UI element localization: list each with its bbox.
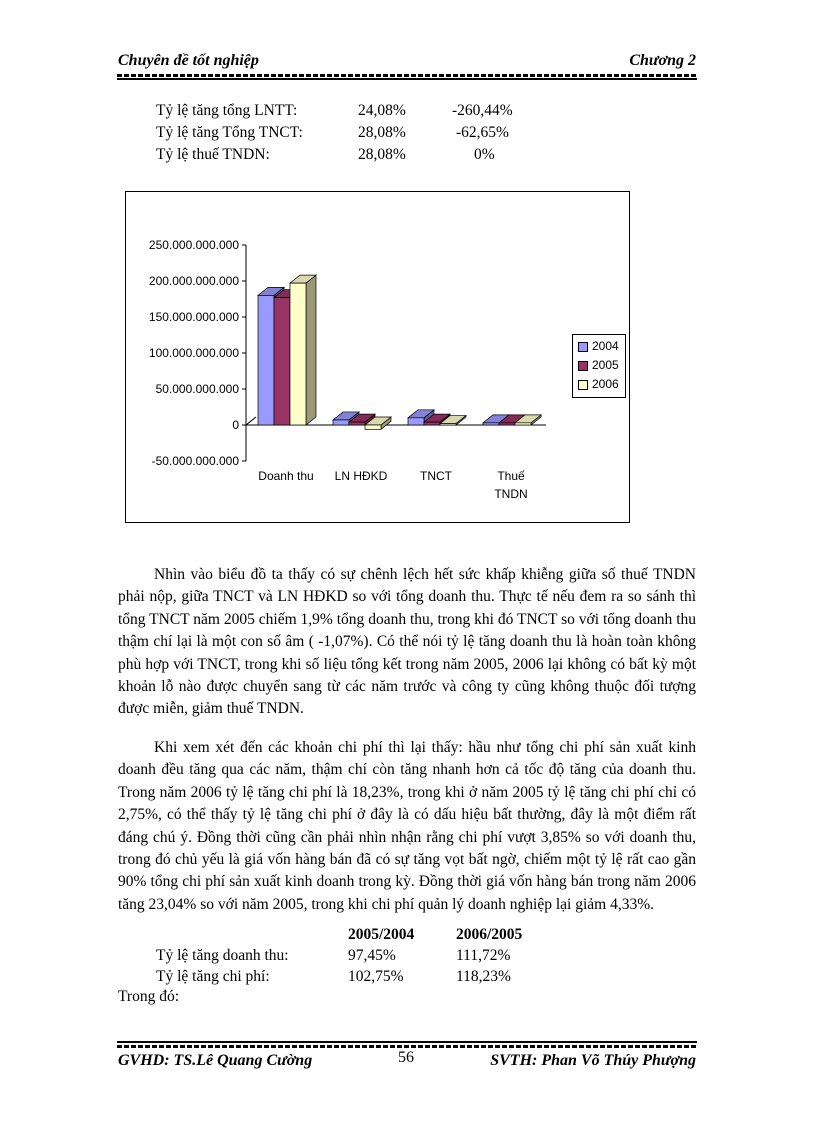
row-value: 28,08%	[358, 146, 406, 163]
row-label: Tỷ lệ tăng doanh thu:	[156, 947, 289, 964]
row-value: 28,08%	[358, 124, 406, 141]
bar-2004	[408, 418, 424, 425]
legend-swatch	[578, 342, 588, 352]
header-title: Chuyên đề tốt nghiệp	[118, 52, 259, 69]
row-value: 102,75%	[348, 968, 404, 985]
y-tick-label: 250.000.000.000	[148, 238, 239, 252]
y-tick-label: 150.000.000.000	[148, 310, 239, 324]
header-chapter: Chương 2	[629, 52, 696, 69]
bar-2004	[258, 295, 274, 425]
row-value: 118,23%	[456, 968, 511, 985]
body-paragraph-2	[118, 737, 696, 916]
col-header: 2005/2004	[348, 926, 415, 943]
paragraph-text: Nhìn vào biểu đồ ta thấy có sự chênh lệch hết sức khấp khiễng giữa số thuế TNDN phải nộp, giữa TNCT và LN HĐKD so với tổng doanh thu. Thực tế nếu đem ra so sánh thì tổng TNCT năm 2005 chiếm 1,9% tổng doanh thu, trong khi đó TNCT so với tổng doanh thu thậm chí lại là một con số âm ( -1,07%). Có thể nói tỷ lệ tăng doanh thu là hoàn toàn không phù hợp với TNCT, trong khi số liệu tổng kết trong năm 2005, 2006 lại không có bất kỳ một khoản lỗ nào được chuyển sang từ các năm trước và công ty cũng không thuộc đối tượng được miễn, giảm thuế TNDN.	[118, 566, 696, 718]
footer-student: SVTH: Phan Võ Thúy Phượng	[490, 1052, 696, 1069]
y-tick-label: 50.000.000.000	[155, 382, 239, 396]
bar-2004	[333, 420, 349, 425]
bar-2006	[440, 424, 456, 425]
legend-label: 2004	[592, 339, 619, 353]
footer-supervisor: GVHD: TS.Lê Quang Cường	[118, 1052, 313, 1069]
row-value: -260,44%	[452, 102, 513, 119]
bar-2005	[349, 422, 365, 425]
chart-canvas	[126, 192, 629, 522]
bar-2005	[424, 422, 440, 425]
row-label: Tỷ lệ tăng Tổng TNCT:	[156, 124, 303, 141]
row-value: -62,65%	[456, 124, 509, 141]
row-value: 24,08%	[358, 102, 406, 119]
legend-swatch	[578, 361, 588, 371]
header-rule-dashed	[117, 74, 697, 77]
bar-2006	[365, 425, 381, 429]
bar-side-2006	[306, 275, 316, 425]
row-label: Tỷ lệ thuế TNDN:	[156, 146, 270, 163]
page-number: 56	[398, 1049, 414, 1066]
trailing-text: Trong đó:	[118, 988, 180, 1005]
row-value: 0%	[474, 146, 495, 163]
row-value: 97,45%	[348, 947, 396, 964]
y-tick-label: -50.000.000.000	[151, 454, 239, 468]
paragraph-text: Khi xem xét đến các khoản chi phí thì lại thấy: hầu như tổng chi phí sản xuất kinh doanh đều tăng qua các năm, thậm chí còn tăng nhanh hơn cả tốc độ tăng của doanh thu. Trong năm 2006 tỷ lệ tăng chi phí là 18,23%, trong khi ở năm 2005 tỷ lệ tăng chi phí chỉ có 2,75%, có thể thấy tỷ lệ tăng chi phí ở đây là có dấu hiệu bất thường, đây là một điểm rất đáng chú ý. Đồng thời cũng cần phải nhìn nhận rằng chi phí vượt 3,85% so với doanh thu, trong đó chủ yếu là giá vốn hàng bán đã có sự tăng vọt bất ngờ, chiếm một tỷ lệ rất cao gần 90% tổng chi phí sản xuất kinh doanh trong kỳ. Đồng thời giá vốn hàng bán trong năm 2006 tăng 23,04% so với năm 2005, trong khi chi phí quản lý doanh nghiệp lại giảm 4,33%.	[118, 739, 696, 913]
x-tick-label: LN HĐKD	[334, 469, 388, 483]
body-paragraph-1	[118, 564, 696, 721]
col-header: 2006/2005	[456, 926, 523, 943]
bar-2005	[499, 423, 515, 425]
row-label: Tỷ lệ tăng chi phí:	[156, 968, 270, 985]
x-tick-label: TNDN	[494, 487, 528, 501]
row-label: Tỷ lệ tăng tổng LNTT:	[156, 102, 298, 119]
chart-legend	[572, 334, 626, 398]
bar-2006	[290, 283, 306, 425]
y-tick-label: 200.000.000.000	[148, 274, 239, 288]
bar-2006	[515, 423, 531, 425]
row-value: 111,72%	[456, 947, 511, 964]
footer-rule-dashed	[117, 1045, 697, 1048]
x-axis-depth	[246, 417, 256, 425]
legend-label: 2006	[592, 377, 619, 391]
footer-rule	[117, 1041, 697, 1043]
legend-label: 2005	[592, 358, 619, 372]
x-tick-label: Doanh thu	[258, 469, 314, 483]
x-tick-label: TNCT	[420, 469, 452, 483]
y-tick-label: 100.000.000.000	[148, 346, 239, 360]
bar-2004	[483, 423, 499, 425]
header-rule	[117, 78, 697, 80]
x-tick-label: Thuế	[497, 469, 525, 483]
y-tick-label: 0	[232, 418, 239, 432]
legend-swatch	[578, 380, 588, 390]
bar-chart	[125, 191, 630, 523]
bar-2005	[274, 298, 290, 425]
